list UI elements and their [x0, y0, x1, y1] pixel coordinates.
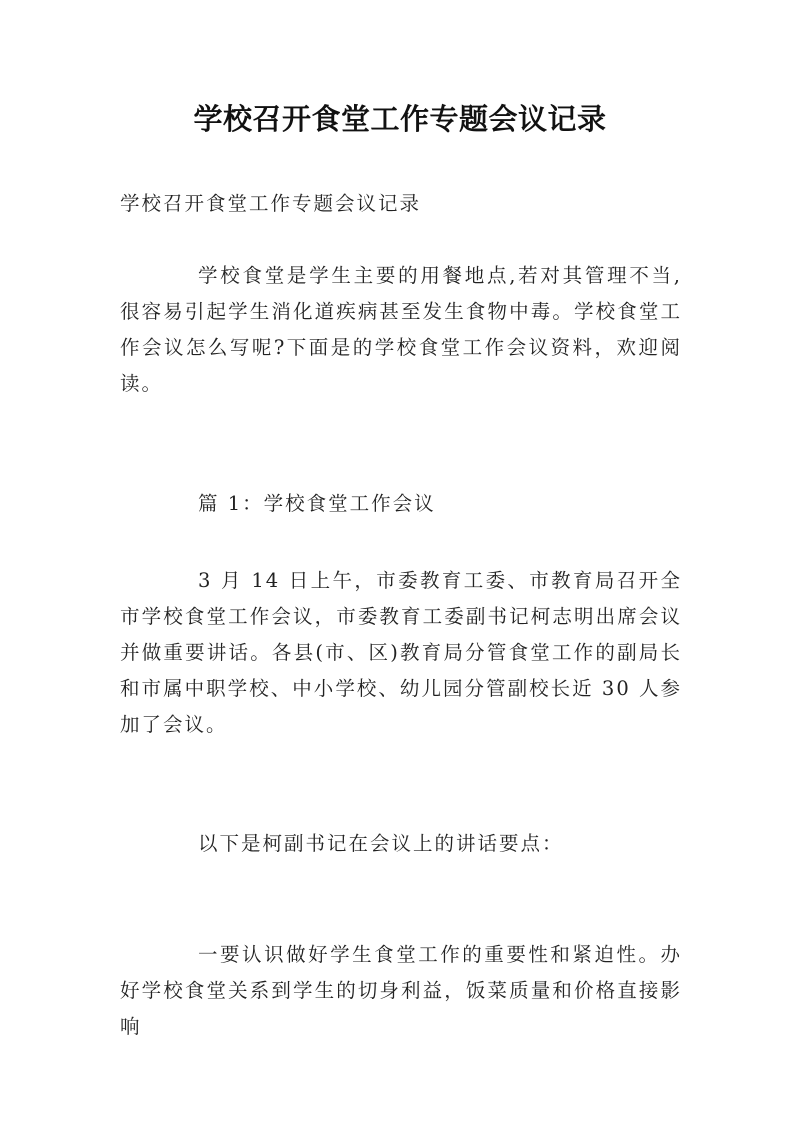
document-subtitle: 学校召开食堂工作专题会议记录 [120, 192, 422, 215]
section-heading: 篇 1：学校食堂工作会议 [198, 492, 436, 515]
meeting-paragraph: 3 月 14 日上午，市委教育工委、市教育局召开全市学校食堂工作会议，市委教育工委副书记柯志明出席会议并做重要讲话。各县(市、区)教育局分管食堂工作的副局长和市属中职学校、中小学校、幼儿园分管副校长近 30 人参加了会议。 [120, 569, 682, 736]
speech-lead-paragraph: 以下是柯副书记在会议上的讲话要点： [198, 832, 564, 855]
intro-paragraph: 学校食堂是学生主要的用餐地点,若对其管理不当,很容易引起学生消化道疾病甚至发生食物中毒。学校食堂工作会议怎么写呢?下面是的学校食堂工作会议资料，欢迎阅读。 [120, 264, 682, 395]
speech-point-paragraph: 一要认识做好学生食堂工作的重要性和紧迫性。办好学校食堂关系到学生的切身利益，饭菜质量和价格直接影响 [120, 943, 682, 1038]
document-title: 学校召开食堂工作专题会议记录 [193, 102, 607, 136]
